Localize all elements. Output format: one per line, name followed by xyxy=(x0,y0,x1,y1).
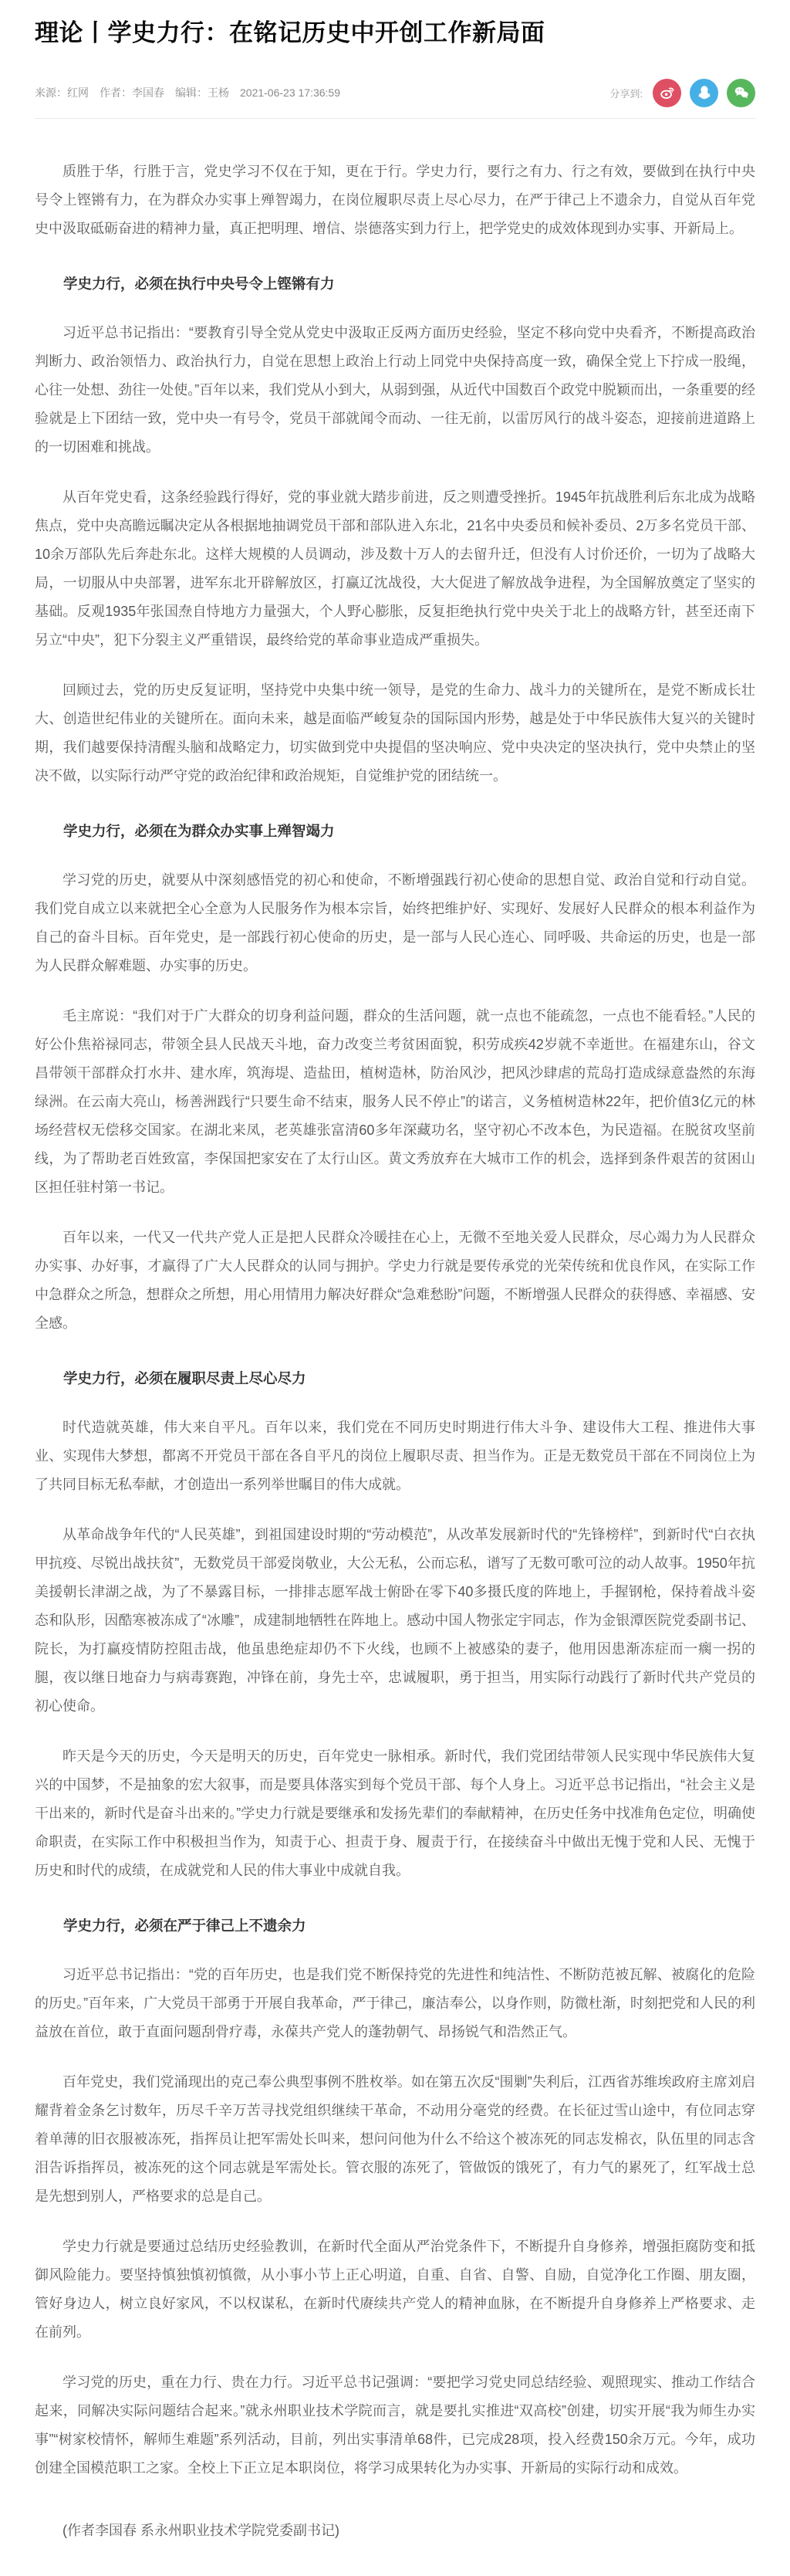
article-paragraph: 回顾过去，党的历史反复证明，坚持党中央集中统一领导，是党的生命力、战斗力的关键所在，是党不断成长壮大、创造世纪伟业的关键所在。面向未来，越是面临严峻复杂的国际国内形势，越是处于中华民族伟大复兴的关键时期，我们越要保持清醒头脑和战略定力，切实做到党中央提倡的坚决响应、党中央决定的坚决执行，党中央禁止的坚决不做，以实际行动严守党的政治纪律和政治规矩，自觉维护党的团结统一。 xyxy=(35,682,755,784)
article-paragraph: 学习党的历史，重在力行、贵在力行。习近平总书记强调：“要把学习党史同总结经验、观照现实、推动工作结合起来，同解决实际问题结合起来。”就永州职业技术学院而言，就是要扎实推进“双高校”创建，切实开展“我为师生办实事”“树家校情怀，解师生难题”系列活动，目前，列出实事清单68件，已完成28项，投入经费150余万元。今年，成功创建全国模范职工之家。全校上下正立足本职岗位，将学习成果转化为办实事、开新局的实际行动和成效。 xyxy=(35,2374,755,2476)
article-paragraph: 习近平总书记指出：“要教育引导全党从党史中汲取正反两方面历史经验，坚定不移向党中央看齐，不断提高政治判断力、政治领悟力、政治执行力，自觉在思想上政治上行动上同党中央保持高度一致，确保全党上下拧成一股绳，心往一处想、劲往一处使。”百年以来，我们党从小到大，从弱到强，从近代中国数百个政党中脱颖而出，一条重要的经验就是上下团结一致，党中央一有号令，党员干部就闻令而动、一往无前，以雷厉风行的战斗姿态，迎接前进道路上的一切困难和挑战。 xyxy=(35,324,755,455)
article-body xyxy=(35,119,755,2483)
wechat-icon xyxy=(733,84,750,101)
weibo-icon xyxy=(659,84,676,101)
meta-source: 来源：红网 xyxy=(35,86,89,100)
article-paragraph: 从革命战争年代的“人民英雄”，到祖国建设时期的“劳动模范”，从改革发展新时代的“先锋榜样”，到新时代“白衣执甲抗疫、尽锐出战扶贫”，无数党员干部爱岗敬业，大公无私，公而忘私，谱写了无数可歌可泣的动人故事。1950年抗美援朝长津湖之战，为了不暴露目标，一排排志愿军战士俯卧在零下40多摄氏度的阵地上，手握钢枪，保持着战斗姿态和队形，因酷寒被冻成了“冰雕”，成建制地牺牲在阵地上。感动中国人物张定宇同志，作为金银潭医院党委副书记、院长，为打赢疫情防控阻击战，他虽患绝症却仍不下火线，也顾不上被感染的妻子，他用因患渐冻症而一瘸一拐的腿，夜以继日地奋力与病毒赛跑，冲锋在前，身先士卒，忠诚履职，勇于担当，用实际行动践行了新时代共产党员的初心使命。 xyxy=(35,1526,755,1714)
article-paragraph: 习近平总书记指出：“党的百年历史，也是我们党不断保持党的先进性和纯洁性、不断防范被瓦解、被腐化的危险的历史。”百年来，广大党员干部勇于开展自我革命，严于律己，廉洁奉公，以身作则，防微杜渐，时刻把党和人民的利益放在首位，敢于直面问题刮骨疗毒，永葆共产党人的蓬勃朝气、昂扬锐气和浩然正气。 xyxy=(35,1966,755,2039)
article-paragraph: 毛主席说：“我们对于广大群众的切身利益问题，群众的生活问题，就一点也不能疏忽，一点也不能看轻。”人民的好公仆焦裕禄同志，带领全县人民战天斗地，奋力改变兰考贫困面貌，积劳成疾42岁就不幸逝世。在福建东山，谷文昌带领干部群众打水井、建水库，筑海堤、造盐田，植树造林，防治风沙，把风沙肆虐的荒岛打造成绿意盎然的东海绿洲。在云南大亮山，杨善洲践行“只要生命不结束，服务人民不停止”的诺言，义务植树造林22年，把价值3亿元的林场经营权无偿移交国家。在湖北来凤，老英雄张富清60多年深藏功名，坚守初心不改本色，为民造福。在脱贫攻坚前线，为了帮助老百姓致富，李保国把家安在了太行山区。黄文秀放弃在大城市工作的机会，选择到条件艰苦的贫困山区担任驻村第一书记。 xyxy=(35,1007,755,1195)
qq-share-button[interactable] xyxy=(690,79,718,107)
section-heading: 学史力行，必须在履职尽责上尽心尽力 xyxy=(63,1369,306,1386)
author-note: (作者李国春 系永州职业技术学院党委副书记) xyxy=(62,2522,339,2538)
share-area xyxy=(609,79,755,107)
article-paragraph: 百年以来，一代又一代共产党人正是把人民群众冷暖挂在心上，无微不至地关爱人民群众，尽心竭力为人民群众办实事、办好事，才赢得了广大人民群众的认同与拥护。学史力行就是要传承党的光荣传统和优良作风，在实际工作中急群众之所急，想群众之所想，用心用情用力解决好群众“急难愁盼”问题，不断增强人民群众的获得感、幸福感、安全感。 xyxy=(35,1229,755,1331)
section-heading: 学史力行，必须在执行中央号令上铿锵有力 xyxy=(63,275,335,292)
meta-author: 作者：李国春 xyxy=(100,86,164,100)
section-heading: 学史力行，必须在严于律己上不遗余力 xyxy=(63,1917,306,1934)
article-paragraph: 时代造就英雄，伟大来自平凡。百年以来，我们党在不同历史时期进行伟大斗争、建设伟大工程、推进伟大事业、实现伟大梦想，都离不开党员干部在各自平凡的岗位上履职尽责、担当作为。正是无数党员干部在不同岗位上为了共同目标无私奉献，才创造出一系列举世瞩目的伟大成就。 xyxy=(35,1419,755,1492)
page-title: 理论丨学史力行：在铭记历史中开创工作新局面 xyxy=(35,19,545,46)
article-paragraph: 质胜于华，行胜于言，党史学习不仅在于知，更在于行。学史力行，要行之有力、行之有效，要做到在执行中央号令上铿锵有力，在为群众办实事上殚智竭力，在岗位履职尽责上尽心尽力，在严于律己上不遗余力，自觉从百年党史中汲取砥砺奋进的精神力量，真正把明理、增信、崇德落实到力行上，把学党史的成效体现到办实事、开新局上。 xyxy=(35,163,755,236)
wechat-share-button[interactable] xyxy=(727,79,755,107)
article-paragraph: 昨天是今天的历史，今天是明天的历史，百年党史一脉相承。新时代，我们党团结带领人民实现中华民族伟大复兴的中国梦，不是抽象的宏大叙事，而是要具体落实到每个党员干部、每个人身上。习近平总书记指出，“社会主义是干出来的，新时代是奋斗出来的。”学史力行就是要继承和发扬先辈们的奉献精神，在历史任务中找准角色定位，明确使命职责，在实际工作中积极担当作为，知责于心、担责于身、履责于行，在接续奋斗中做出无愧于党和人民、无愧于历史和时代的成绩，在成就党和人民的伟大事业中成就自我。 xyxy=(35,1748,755,1878)
weibo-share-button[interactable] xyxy=(653,79,681,107)
article-paragraph: 百年党史，我们党涌现出的克己奉公典型事例不胜枚举。如在第五次反“围剿”失利后，江西省苏维埃政府主席刘启耀背着金条乞讨数年，历尽千辛万苦寻找党组织继续干革命，不动用分毫党的经费。在长征过雪山途中，有位同志穿着单薄的旧衣服被冻死，指挥员让把军需处长叫来，想问问他为什么不给这个被冻死的同志发棉衣，队伍里的同志含泪告诉指挥员，被冻死的这个同志就是军需处长。管衣服的冻死了，管做饭的饿死了，有力气的累死了，红军战士总是先想到别人，严格要求的总是自己。 xyxy=(35,2073,755,2204)
meta-datetime: 2021-06-23 17:36:59 xyxy=(240,86,340,100)
section-heading: 学史力行，必须在为群众办实事上殚智竭力 xyxy=(63,822,335,839)
qq-penguin-icon xyxy=(696,84,713,101)
article-paragraph: 学史力行就是要通过总结历史经验教训，在新时代全面从严治党条件下，不断提升自身修养，增强拒腐防变和抵御风险能力。要坚持慎独慎初慎微，从小事小节上正心明道，自重、自省、自警、自励，自觉净化工作圈、朋友圈，管好身边人，树立良好家风，不以权谋私，在新时代赓续共产党人的精神血脉，在不断提升自身修养上严格要求、走在前列。 xyxy=(35,2238,755,2340)
article-paragraph: 从百年党史看，这条经验践行得好，党的事业就大踏步前进，反之则遭受挫折。1945年抗战胜利后东北成为战略焦点，党中央高瞻远瞩决定从各根据地抽调党员干部和部队进入东北，21名中央委员和候补委员、2万多名党员干部、10余万部队先后奔赴东北。这样大规模的人员调动，涉及数十万人的去留升迁，但没有人讨价还价，一切为了战略大局，一切服从中央部署，进军东北开辟解放区，打赢辽沈战役，大大促进了解放战争进程，为全国解放奠定了坚实的基础。反观1935年张国焘自恃地方力量强大，个人野心膨胀，反复拒绝执行党中央关于北上的战略方针，甚至还南下另立“中央”，犯下分裂主义严重错误，最终给党的革命事业造成严重损失。 xyxy=(35,489,755,648)
meta-row xyxy=(35,79,755,107)
share-label: 分享到: xyxy=(609,87,643,100)
article-paragraph: 学习党的历史，就要从中深刻感悟党的初心和使命，不断增强践行初心使命的思想自觉、政治自觉和行动自觉。我们党自成立以来就把全心全意为人民服务作为根本宗旨，始终把维护好、实现好、发展好人民群众的根本利益作为自己的奋斗目标。百年党史，是一部践行初心使命的历史，是一部与人民心连心、同呼吸、共命运的历史，也是一部为人民群众解难题、办实事的历史。 xyxy=(35,872,755,973)
meta-editor: 编辑：王杨 xyxy=(175,86,229,100)
article-meta xyxy=(35,85,340,100)
